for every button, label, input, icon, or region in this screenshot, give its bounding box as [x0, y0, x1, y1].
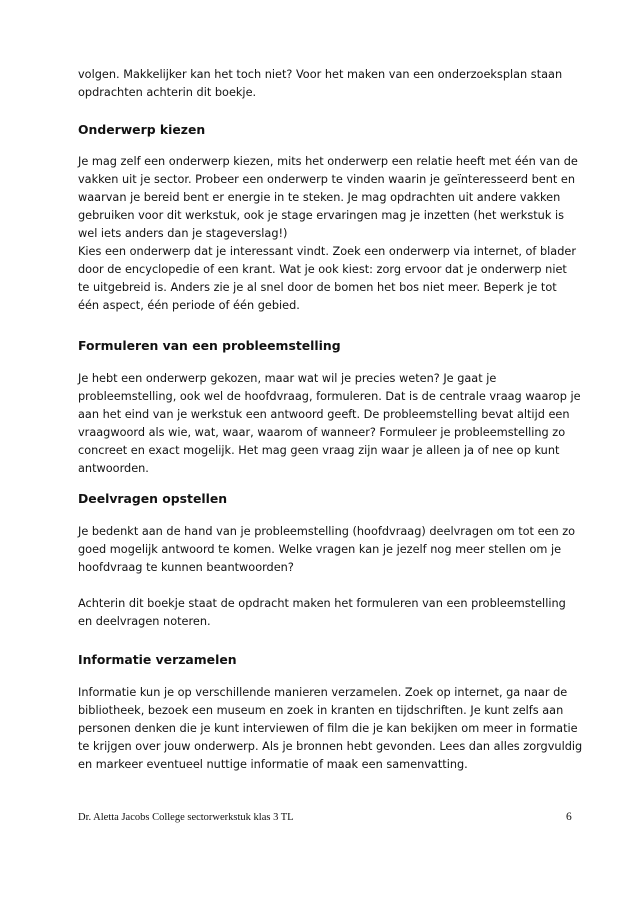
page-number: 6 — [566, 811, 572, 823]
text-line: waarvan je bereid bent er energie in te steken. Je mag opdrachten uit andere vakken — [78, 191, 561, 204]
text-line: vraagwoord als wie, wat, waar, waarom of wanneer? Formuleer je probleemstelling zo — [78, 426, 566, 439]
text-line: probleemstelling, ook wel de hoofdvraag, formuleren. Dat is de centrale vraag waarop je — [78, 390, 581, 403]
paragraph-onderwerp-kiezen — [78, 153, 578, 315]
text-line: antwoorden. — [78, 462, 149, 475]
text-line: volgen. Makkelijker kan het toch niet? Voor het maken van een onderzoeksplan staan — [78, 68, 563, 81]
section-heading-onderwerp-kiezen: Onderwerp kiezen — [78, 122, 206, 137]
footer-text: Dr. Aletta Jacobs College sectorwerkstuk klas 3 TL — [78, 812, 294, 823]
text-line: Achterin dit boekje staat de opdracht maken het formuleren van een probleemstelling — [78, 597, 566, 610]
paragraph-probleemstelling — [78, 370, 581, 478]
paragraph-deelvragen — [78, 523, 578, 577]
text-line: concreet en exact mogelijk. Het mag geen vraag zijn waar je alleen ja of nee op kunt — [78, 444, 560, 457]
text-line: te uitgebreid is. Anders zie je al snel door de bomen het bos niet meer. Beperk je tot — [78, 281, 557, 294]
text-line: Je hebt een onderwerp gekozen, maar wat wil je precies weten? Je gaat je — [78, 372, 497, 385]
text-line: vakken uit je sector. Probeer een onderwerp te vinden waarin je geïnteresseerd bent en — [78, 173, 576, 186]
text-line: gebruiken voor dit werkstuk, ook je stage ervaringen mag je inzetten (het werkstuk is — [78, 209, 564, 222]
text-line: goed mogelijk antwoord te komen. Welke vragen kan je jezelf nog meer stellen om je — [78, 543, 562, 556]
text-line: Kies een onderwerp dat je interessant vindt. Zoek een onderwerp via internet, of blader — [78, 245, 576, 258]
paragraph-deelvragen-opdracht — [78, 595, 578, 631]
paragraph-informatie — [78, 684, 583, 774]
text-line: personen denken die je kunt interviewen of film die je kan bekijken om meer in formatie — [78, 722, 578, 735]
text-line: en deelvragen noteren. — [78, 615, 211, 628]
section-heading-deelvragen: Deelvragen opstellen — [78, 491, 228, 506]
intro-paragraph — [78, 66, 578, 102]
text-line: wel iets anders dan je stageverslag!) — [78, 227, 288, 240]
text-line: Je mag zelf een onderwerp kiezen, mits het onderwerp een relatie heeft met één van de — [78, 155, 578, 168]
text-line: één aspect, één periode of één gebied. — [78, 299, 300, 312]
text-line: hoofdvraag te kunnen beantwoorden? — [78, 561, 294, 574]
section-heading-probleemstelling: Formuleren van een probleemstelling — [78, 338, 341, 353]
text-line: Informatie kun je op verschillende manieren verzamelen. Zoek op internet, ga naar de — [78, 686, 568, 699]
text-line: Je bedenkt aan de hand van je probleemstelling (hoofdvraag) deelvragen om tot een zo — [78, 525, 576, 538]
text-line: opdrachten achterin dit boekje. — [78, 86, 257, 99]
text-line: en markeer eventueel nuttige informatie of maak een samenvatting. — [78, 758, 468, 771]
section-heading-informatie: Informatie verzamelen — [78, 652, 237, 667]
text-line: bibliotheek, bezoek een museum en zoek in kranten en tijdschriften. Je kunt zelfs aan — [78, 704, 564, 717]
text-line: door de encyclopedie of een krant. Wat je ook kiest: zorg ervoor dat je onderwerp niet — [78, 263, 567, 276]
text-line: te krijgen over jouw onderwerp. Als je bronnen hebt gevonden. Lees dan alles zorgvuldig — [78, 740, 583, 753]
text-line: aan het eind van je werkstuk een antwoord geeft. De probleemstelling bevat altijd een — [78, 408, 570, 421]
